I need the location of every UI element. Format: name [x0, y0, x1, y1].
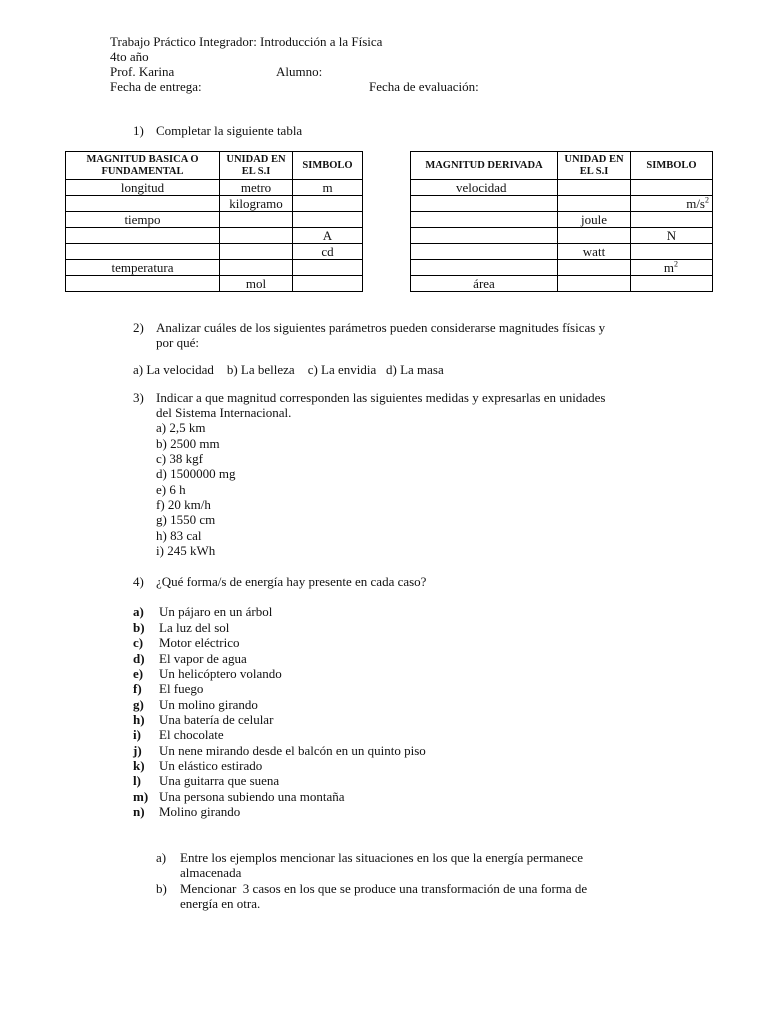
item-label: a): [133, 604, 144, 619]
table-row: [66, 276, 363, 292]
table-row: [411, 244, 713, 260]
q2-options: a) La velocidad b) La belleza c) La envidia d) La masa: [133, 362, 444, 377]
table-cell[interactable]: N: [631, 228, 713, 244]
table-cell[interactable]: [293, 260, 363, 276]
table-row: [411, 260, 713, 276]
course-year: 4to año: [110, 49, 149, 64]
list-item: [133, 743, 426, 758]
table-cell[interactable]: [631, 180, 713, 196]
list-item: [133, 651, 247, 666]
item-label: b): [133, 620, 145, 635]
table-row: [66, 244, 363, 260]
item-text: La luz del sol: [159, 620, 230, 635]
table-cell[interactable]: [293, 276, 363, 292]
item-label: i): [133, 727, 141, 742]
table-row: [66, 212, 363, 228]
q1-text: Completar la siguiente tabla: [156, 123, 303, 138]
list-item: [133, 666, 282, 681]
list-item: b) 2500 mm: [156, 436, 220, 451]
table-cell[interactable]: [631, 260, 713, 276]
q4-number: 4): [133, 574, 144, 589]
table-cell[interactable]: [293, 196, 363, 212]
table-row: [411, 180, 713, 196]
table-cell[interactable]: [411, 228, 558, 244]
table2-header-magnitud: MAGNITUD DERIVADA: [411, 152, 558, 180]
table-cell[interactable]: [631, 212, 713, 228]
table-row: [411, 276, 713, 292]
item-text: Una batería de celular: [159, 712, 274, 727]
list-item: [133, 804, 240, 819]
list-item: [133, 697, 258, 712]
table-cell[interactable]: [411, 244, 558, 260]
table-cell[interactable]: [558, 228, 631, 244]
table-cell[interactable]: [220, 260, 293, 276]
list-item: e) 6 h: [156, 482, 186, 497]
table-cell[interactable]: [66, 228, 220, 244]
table-cell[interactable]: m: [293, 180, 363, 196]
table1-header-unidad: UNIDAD EN EL S.I: [220, 152, 293, 180]
list-item: [133, 773, 279, 788]
table-cell[interactable]: [411, 212, 558, 228]
table-cell[interactable]: [66, 276, 220, 292]
table-cell[interactable]: mol: [220, 276, 293, 292]
list-item: [133, 604, 272, 619]
table-cell[interactable]: cd: [293, 244, 363, 260]
q3-text-line1: Indicar a que magnitud corresponden las siguientes medidas y expresarlas en unidades: [156, 390, 606, 405]
subq-b-label: b): [156, 881, 167, 896]
table-cell[interactable]: [411, 260, 558, 276]
unit-ms: m/s: [686, 195, 705, 211]
table-cell[interactable]: [558, 180, 631, 196]
table-row: [411, 196, 713, 212]
base-magnitudes-table: [65, 151, 363, 292]
list-item: [133, 681, 203, 696]
unit-ms-exponent: 2: [705, 195, 709, 205]
unit-m: m: [663, 259, 674, 275]
table-cell[interactable]: [66, 244, 220, 260]
item-label: f): [133, 681, 142, 696]
student-label: Alumno:: [276, 64, 323, 79]
item-label: m): [133, 789, 149, 804]
table-cell[interactable]: tiempo: [66, 212, 220, 228]
item-text: El vapor de agua: [159, 651, 247, 666]
item-label: d): [133, 651, 145, 666]
item-text: El chocolate: [159, 727, 224, 742]
item-label: k): [133, 758, 145, 773]
delivery-date-label: Fecha de entrega:: [110, 79, 202, 94]
table-cell[interactable]: [220, 212, 293, 228]
q2-text-line1: Analizar cuáles de los siguientes parámetros pueden considerarse magnitudes físicas y: [156, 320, 606, 335]
table1-header-simbolo: SIMBOLO: [293, 152, 363, 180]
subq-b-line1: Mencionar 3 casos en los que se produce una transformación de una forma de: [180, 881, 588, 896]
table-cell[interactable]: [220, 244, 293, 260]
table-cell[interactable]: área: [411, 276, 558, 292]
table-cell[interactable]: [631, 196, 713, 212]
table-cell[interactable]: kilogramo: [220, 196, 293, 212]
item-text: El fuego: [159, 681, 204, 696]
subq-a-label: a): [156, 850, 167, 865]
item-text: Una persona subiendo una montaña: [159, 789, 345, 804]
table-row: [66, 260, 363, 276]
list-item: a) 2,5 km: [156, 420, 206, 435]
teacher-name: Prof. Karina: [110, 64, 175, 79]
list-item: h) 83 cal: [156, 528, 202, 543]
table-cell[interactable]: [631, 276, 713, 292]
q2-text-line2: por qué:: [156, 335, 199, 350]
table-cell[interactable]: watt: [558, 244, 631, 260]
item-text: Motor eléctrico: [159, 635, 240, 650]
table1-header-magnitud: MAGNITUD BASICA O FUNDAMENTAL: [66, 152, 220, 180]
list-item: [133, 727, 224, 742]
q4-text: ¿Qué forma/s de energía hay presente en cada caso?: [156, 574, 427, 589]
table-cell[interactable]: velocidad: [411, 180, 558, 196]
unit-m-exponent: 2: [674, 259, 678, 269]
derived-magnitudes-table: [410, 151, 713, 292]
list-item: [133, 789, 345, 804]
q3-text-line2: del Sistema Internacional.: [156, 405, 292, 420]
item-text: Un molino girando: [159, 697, 258, 712]
table-cell[interactable]: temperatura: [66, 260, 220, 276]
table-cell[interactable]: [631, 244, 713, 260]
evaluation-date-label: Fecha de evaluación:: [369, 79, 479, 94]
list-item: [133, 758, 262, 773]
table-cell[interactable]: [293, 212, 363, 228]
table-cell[interactable]: A: [293, 228, 363, 244]
table2-header-simbolo: SIMBOLO: [631, 152, 713, 180]
subq-b-line2: energía en otra.: [180, 896, 261, 911]
subq-a-line2: almacenada: [180, 865, 242, 880]
table-cell[interactable]: [411, 196, 558, 212]
table-cell[interactable]: [558, 196, 631, 212]
item-text: Una guitarra que suena: [159, 773, 280, 788]
table-row: [66, 180, 363, 196]
table-cell[interactable]: joule: [558, 212, 631, 228]
table-row: [411, 212, 713, 228]
list-item: [133, 620, 229, 635]
q1-number: 1): [133, 123, 144, 138]
item-label: e): [133, 666, 144, 681]
item-text: Un pájaro en un árbol: [159, 604, 273, 619]
list-item: d) 1500000 mg: [156, 466, 236, 481]
list-item: c) 38 kgf: [156, 451, 203, 466]
table-cell[interactable]: longitud: [66, 180, 220, 196]
table-cell[interactable]: [558, 276, 631, 292]
document-title: Trabajo Práctico Integrador: Introducción a la Física: [110, 34, 383, 49]
list-item: g) 1550 cm: [156, 512, 216, 527]
item-text: Un helicóptero volando: [159, 666, 282, 681]
item-text: Molino girando: [159, 804, 241, 819]
item-label: h): [133, 712, 145, 727]
table-row: [66, 196, 363, 212]
q3-number: 3): [133, 390, 144, 405]
table-cell[interactable]: [66, 196, 220, 212]
table-cell[interactable]: [220, 228, 293, 244]
item-label: g): [133, 697, 144, 712]
subq-a-line1: Entre los ejemplos mencionar las situaciones en los que la energía permanece: [180, 850, 583, 865]
item-label: l): [133, 773, 141, 788]
list-item: [133, 635, 240, 650]
item-text: Un nene mirando desde el balcón en un quinto piso: [159, 743, 426, 758]
list-item: [133, 712, 273, 727]
q2-number: 2): [133, 320, 144, 335]
list-item: i) 245 kWh: [156, 543, 216, 558]
item-label: n): [133, 804, 145, 819]
table-cell[interactable]: [558, 260, 631, 276]
table-row: [66, 228, 363, 244]
table-row: [411, 228, 713, 244]
item-label: c): [133, 635, 144, 650]
table-cell[interactable]: metro: [220, 180, 293, 196]
list-item: f) 20 km/h: [156, 497, 211, 512]
item-text: Un elástico estirado: [159, 758, 263, 773]
item-label: j): [133, 743, 142, 758]
table2-header-unidad: UNIDAD EN EL S.I: [558, 152, 631, 180]
